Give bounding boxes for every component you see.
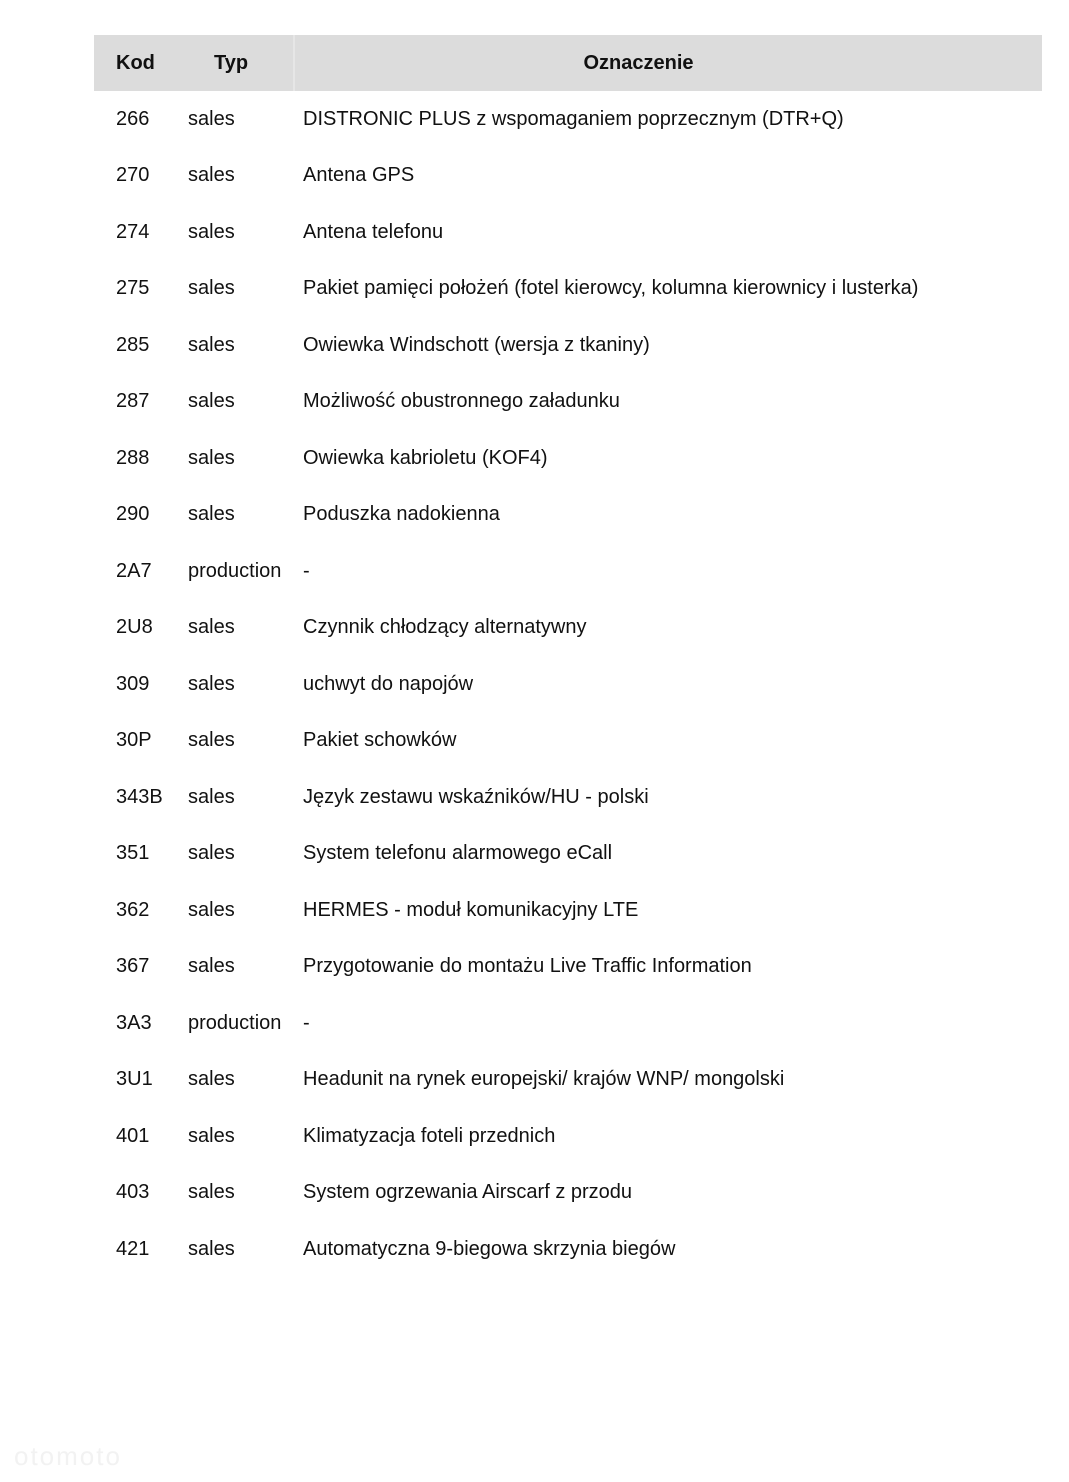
cell-typ: sales xyxy=(188,333,235,356)
cell-kod: 3U1 xyxy=(116,1068,153,1091)
table-row xyxy=(94,430,1042,487)
table-row xyxy=(94,374,1042,431)
table-row xyxy=(94,939,1042,996)
equipment-table xyxy=(94,35,1042,1278)
table-row xyxy=(94,1052,1042,1109)
cell-typ: sales xyxy=(188,616,235,639)
header-oznaczenie: Oznaczenie xyxy=(583,51,694,74)
table-row xyxy=(94,995,1042,1052)
cell-typ: sales xyxy=(188,1124,235,1147)
cell-kod: 287 xyxy=(116,390,150,413)
header-kod: Kod xyxy=(116,51,155,74)
table-row xyxy=(94,148,1042,205)
table-row xyxy=(94,1221,1042,1278)
cell-kod: 309 xyxy=(116,672,150,695)
cell-oznaczenie: HERMES - moduł komunikacyjny LTE xyxy=(303,898,639,921)
cell-kod: 290 xyxy=(116,503,150,526)
table-row xyxy=(94,826,1042,883)
cell-typ: sales xyxy=(188,1237,235,1260)
table-row xyxy=(94,487,1042,544)
cell-kod: 275 xyxy=(116,277,150,300)
table-header xyxy=(94,35,1042,91)
cell-kod: 403 xyxy=(116,1181,150,1204)
cell-oznaczenie: - xyxy=(303,1011,310,1034)
cell-oznaczenie: Poduszka nadokienna xyxy=(303,503,500,526)
cell-kod: 270 xyxy=(116,164,150,187)
cell-kod: 285 xyxy=(116,333,150,356)
table-body xyxy=(94,91,1042,1278)
cell-kod: 421 xyxy=(116,1237,150,1260)
cell-typ: sales xyxy=(188,955,235,978)
cell-oznaczenie: Automatyczna 9-biegowa skrzynia biegów xyxy=(303,1237,676,1260)
cell-typ: sales xyxy=(188,164,235,187)
cell-oznaczenie: Możliwość obustronnego załadunku xyxy=(303,390,620,413)
cell-typ: sales xyxy=(188,842,235,865)
cell-kod: 30P xyxy=(116,729,152,752)
table-row xyxy=(94,1165,1042,1222)
cell-typ: sales xyxy=(188,785,235,808)
cell-typ: production xyxy=(188,1011,282,1034)
cell-oznaczenie: System ogrzewania Airscarf z przodu xyxy=(303,1181,633,1204)
cell-kod: 266 xyxy=(116,107,150,130)
cell-oznaczenie: Klimatyzacja foteli przednich xyxy=(303,1124,556,1147)
cell-oznaczenie: Antena GPS xyxy=(303,164,415,187)
cell-typ: sales xyxy=(188,1181,235,1204)
cell-typ: sales xyxy=(188,503,235,526)
cell-typ: sales xyxy=(188,107,235,130)
cell-oznaczenie: Pakiet schowków xyxy=(303,729,457,752)
cell-kod: 343B xyxy=(116,785,163,808)
cell-typ: sales xyxy=(188,446,235,469)
cell-kod: 401 xyxy=(116,1124,150,1147)
cell-typ: sales xyxy=(188,898,235,921)
cell-oznaczenie: Owiewka Windschott (wersja z tkaniny) xyxy=(303,333,650,356)
cell-oznaczenie: Owiewka kabrioletu (KOF4) xyxy=(303,446,548,469)
table-row xyxy=(94,317,1042,374)
cell-typ: sales xyxy=(188,390,235,413)
table-row xyxy=(94,713,1042,770)
cell-oznaczenie: Headunit na rynek europejski/ krajów WNP/ mongolski xyxy=(303,1068,785,1091)
cell-kod: 3A3 xyxy=(116,1011,152,1034)
cell-oznaczenie: DISTRONIC PLUS z wspomaganiem poprzecznym (DTR+Q) xyxy=(303,107,844,130)
table-row xyxy=(94,204,1042,261)
cell-kod: 274 xyxy=(116,220,150,243)
cell-kod: 362 xyxy=(116,898,150,921)
cell-typ: sales xyxy=(188,672,235,695)
table-row xyxy=(94,600,1042,657)
cell-kod: 288 xyxy=(116,446,150,469)
table-row xyxy=(94,261,1042,318)
table-row xyxy=(94,543,1042,600)
cell-typ: sales xyxy=(188,1068,235,1091)
cell-oznaczenie: - xyxy=(303,559,310,582)
cell-typ: sales xyxy=(188,729,235,752)
cell-oznaczenie: Pakiet pamięci położeń (fotel kierowcy, kolumna kierownicy i lusterka) xyxy=(303,277,919,300)
cell-oznaczenie: Antena telefonu xyxy=(303,220,444,243)
cell-typ: production xyxy=(188,559,282,582)
cell-oznaczenie: uchwyt do napojów xyxy=(303,672,474,695)
cell-oznaczenie: Język zestawu wskaźników/HU - polski xyxy=(303,785,649,808)
cell-kod: 2U8 xyxy=(116,616,153,639)
cell-oznaczenie: System telefonu alarmowego eCall xyxy=(303,842,613,865)
table-row xyxy=(94,656,1042,713)
cell-kod: 367 xyxy=(116,955,150,978)
cell-kod: 351 xyxy=(116,842,150,865)
cell-typ: sales xyxy=(188,220,235,243)
cell-oznaczenie: Czynnik chłodzący alternatywny xyxy=(303,616,587,639)
cell-oznaczenie: Przygotowanie do montażu Live Traffic Information xyxy=(303,955,752,978)
header-typ: Typ xyxy=(214,51,249,74)
watermark: otomoto xyxy=(14,1441,122,1471)
cell-typ: sales xyxy=(188,277,235,300)
cell-kod: 2A7 xyxy=(116,559,152,582)
table-row xyxy=(94,91,1042,148)
table-row xyxy=(94,769,1042,826)
table-row xyxy=(94,882,1042,939)
table-row xyxy=(94,1108,1042,1165)
